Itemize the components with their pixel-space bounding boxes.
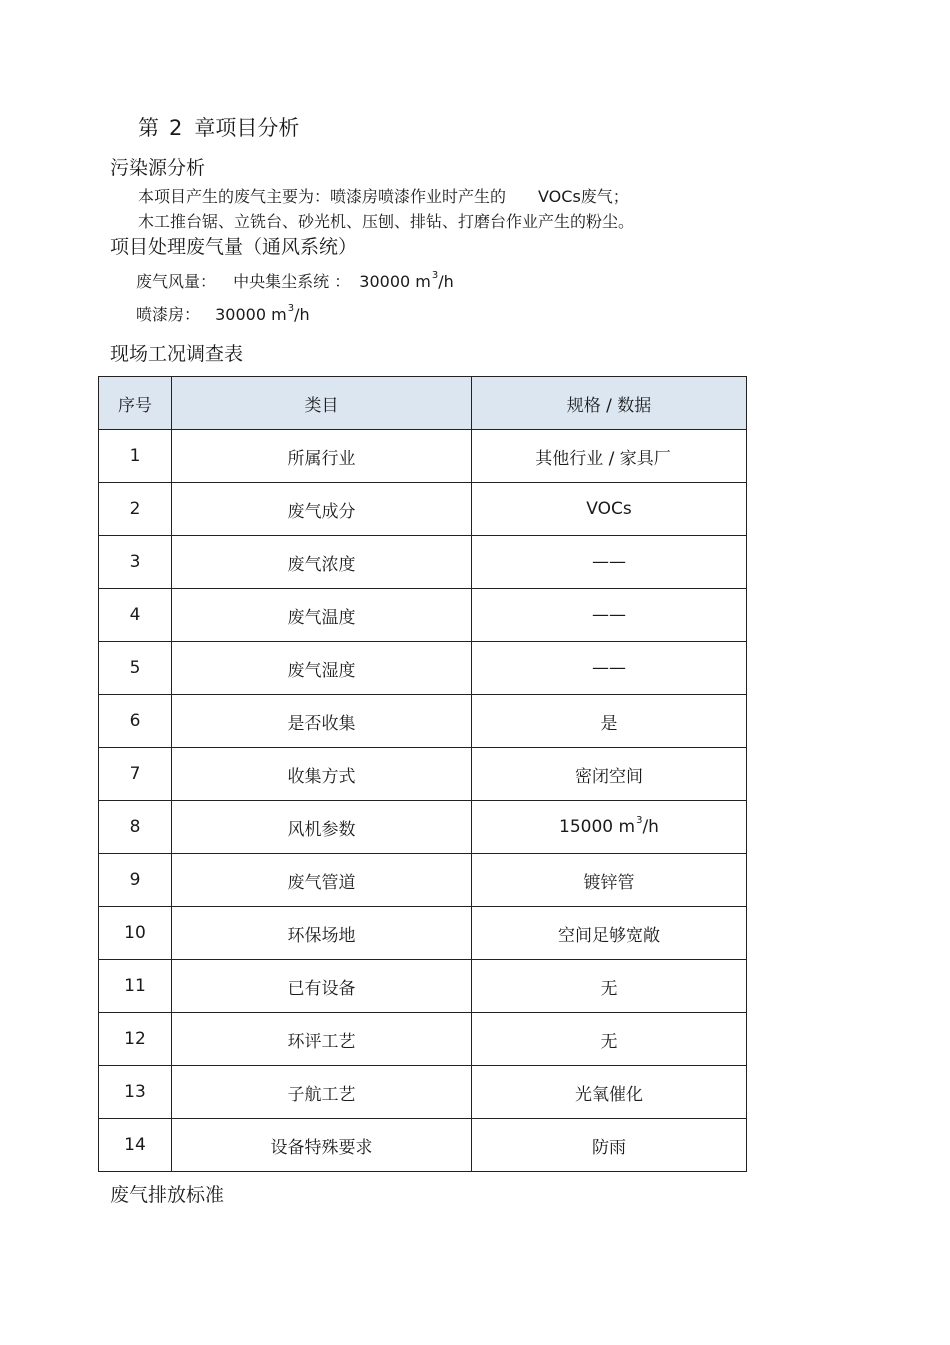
table-row (99, 748, 747, 801)
row-value: 防雨 (472, 1119, 747, 1172)
spray-booth-value: 30000 $m^3/h$ (215, 303, 310, 324)
row-item: 废气成分 (172, 483, 472, 536)
table-row (99, 1013, 747, 1066)
row-value: 无 (472, 1013, 747, 1066)
table-row (99, 854, 747, 907)
heading-emission-standard: 废气排放标准 (110, 1184, 225, 1206)
row-value: 其他行业 / 家具厂 (472, 430, 747, 483)
row-no: 14 (99, 1119, 172, 1172)
table-row (99, 536, 747, 589)
row-value: 空间足够宽敞 (472, 907, 747, 960)
row-item: 设备特殊要求 (172, 1119, 472, 1172)
row-item: 废气浓度 (172, 536, 472, 589)
pollution-text-b: VOCs废气； (538, 187, 629, 206)
column-header-item: 类目 (172, 377, 472, 430)
row-value: —— (472, 589, 747, 642)
exhaust-volume-line1 (136, 269, 454, 292)
row-value: —— (472, 642, 747, 695)
row-item: 风机参数 (172, 801, 472, 854)
row-no: 2 (99, 483, 172, 536)
row-no: 1 (99, 430, 172, 483)
row-no: 11 (99, 960, 172, 1013)
row-no: 6 (99, 695, 172, 748)
row-no: 13 (99, 1066, 172, 1119)
row-value: 密闭空间 (472, 748, 747, 801)
row-item: 废气管道 (172, 854, 472, 907)
row-no: 10 (99, 907, 172, 960)
row-value: —— (472, 536, 747, 589)
heading-exhaust-volume: 项目处理废气量（通风系统） (110, 236, 358, 258)
table-row (99, 589, 747, 642)
table-row (99, 1119, 747, 1172)
table-row (99, 642, 747, 695)
chapter-prefix: 第 (138, 116, 159, 140)
table-row (99, 1066, 747, 1119)
pollution-paragraph-line1 (138, 184, 629, 207)
exhaust-volume-label: 废气风量： (136, 272, 217, 291)
table-row (99, 960, 747, 1013)
row-no: 12 (99, 1013, 172, 1066)
row-value: 15000 $m^3/h$ (472, 801, 747, 854)
central-dust-system-label: 中央集尘系统 ： (233, 272, 351, 291)
table-header-row (99, 377, 747, 430)
row-value: VOCs (472, 483, 747, 536)
row-item: 子航工艺 (172, 1066, 472, 1119)
row-no: 5 (99, 642, 172, 695)
row-no: 9 (99, 854, 172, 907)
row-value: 镀锌管 (472, 854, 747, 907)
row-no: 7 (99, 748, 172, 801)
heading-survey-table: 现场工况调查表 (110, 343, 244, 365)
row-item: 环评工艺 (172, 1013, 472, 1066)
heading-pollution-source: 污染源分析 (110, 157, 206, 179)
row-item: 收集方式 (172, 748, 472, 801)
chapter-title (138, 112, 299, 142)
row-item: 所属行业 (172, 430, 472, 483)
row-item: 是否收集 (172, 695, 472, 748)
column-header-no: 序号 (99, 377, 172, 430)
row-value: 是 (472, 695, 747, 748)
row-no: 4 (99, 589, 172, 642)
table-row (99, 483, 747, 536)
row-item: 环保场地 (172, 907, 472, 960)
row-item: 废气温度 (172, 589, 472, 642)
row-value: 光氧催化 (472, 1066, 747, 1119)
table-row (99, 695, 747, 748)
row-no: 8 (99, 801, 172, 854)
table-row (99, 430, 747, 483)
table-row (99, 907, 747, 960)
row-value: 无 (472, 960, 747, 1013)
row-no: 3 (99, 536, 172, 589)
exhaust-volume-line2 (136, 302, 310, 325)
chapter-name: 章项目分析 (194, 116, 300, 140)
survey-table (98, 376, 747, 1172)
table-row (99, 801, 747, 854)
spray-booth-label: 喷漆房： (136, 305, 201, 324)
row-item: 已有设备 (172, 960, 472, 1013)
chapter-number: 2 (169, 116, 183, 140)
pollution-paragraph-line2: 木工推台锯、立铣台、砂光机、压刨、排钻、打磨台作业产生的粉尘。 (138, 212, 635, 231)
pollution-text-a: 本项目产生的废气主要为：喷漆房喷漆作业时产生的 (138, 187, 507, 206)
column-header-value: 规格 / 数据 (472, 377, 747, 430)
row-item: 废气湿度 (172, 642, 472, 695)
central-dust-system-value: 30000 $m^3/h$ (359, 270, 454, 291)
